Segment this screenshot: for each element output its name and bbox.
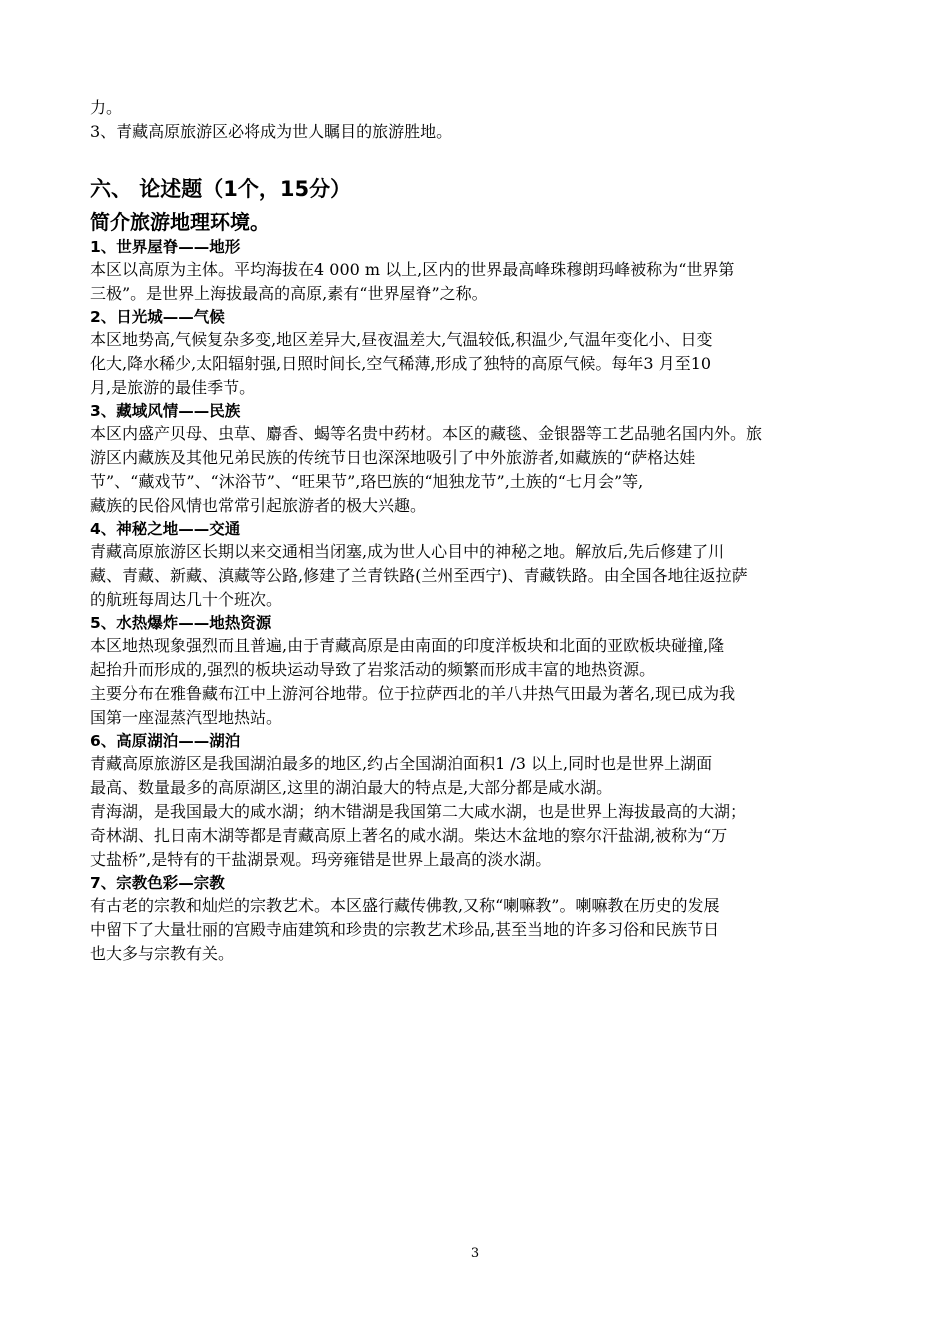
sections-container xyxy=(90,236,870,966)
section-paragraph xyxy=(90,894,870,966)
paragraph-line: 的航班每周达几十个班次。 xyxy=(90,590,283,609)
paragraph-line: 藏族的民俗风情也常常引起旅游者的极大兴趣。 xyxy=(90,496,427,515)
section-paragraph xyxy=(90,682,870,730)
paragraph-line: 本区地势高,气候复杂多变,地区差异大,昼夜温差大,气温较低,积温少,气温年变化小、日变 xyxy=(90,330,713,349)
paragraph-line: 本区地热现象强烈而且普遍,由于青藏高原是由南面的印度洋板块和北面的亚欧板块碰撞,隆 xyxy=(90,636,725,655)
paragraph-line: 节”、“藏戏节”、“沐浴节”、“旺果节”,珞巴族的“旭独龙节”,土族的“七月会”等, xyxy=(90,472,644,491)
section-title: 六、 论述题（1个，15分） xyxy=(90,177,352,201)
section-paragraph xyxy=(90,328,870,400)
paragraph-line: 也大多与宗教有关。 xyxy=(90,944,235,963)
paragraph-line: 青藏高原旅游区是我国湖泊最多的地区,约占全国湖泊面积1 /3 以上,同时也是世界上湖面 xyxy=(90,754,713,773)
intro-line-1: 力。 xyxy=(90,98,123,117)
paragraph-line: 三极”。是世界上海拔最高的高原,素有“世界屋脊”之称。 xyxy=(90,284,488,303)
section-paragraph xyxy=(90,634,870,682)
paragraph-line: 有古老的宗教和灿烂的宗教艺术。本区盛行藏传佛教,又称“喇嘛教”。喇嘛教在历史的发展 xyxy=(90,896,720,915)
intro-line-2: 3、青藏高原旅游区必将成为世人瞩目的旅游胜地。 xyxy=(90,122,453,141)
paragraph-line: 中留下了大量壮丽的宫殿寺庙建筑和珍贵的宗教艺术珍品,甚至当地的许多习俗和民族节日 xyxy=(90,920,720,939)
section-heading: 1、世界屋脊——地形 xyxy=(90,238,241,256)
section-heading: 2、日光城——气候 xyxy=(90,308,225,326)
paragraph-line: 化大,降水稀少,太阳辐射强,日照时间长,空气稀薄,形成了独特的高原气候。每年3 月至10 xyxy=(90,354,712,373)
paragraph-line: 藏、青藏、新藏、滇藏等公路,修建了兰青铁路(兰州至西宁)、青藏铁路。由全国各地往返拉萨 xyxy=(90,566,748,585)
paragraph-line: 本区内盛产贝母、虫草、麝香、蝎等名贵中药材。本区的藏毯、金银器等工艺品驰名国内外。旅 xyxy=(90,424,763,443)
section-paragraph xyxy=(90,422,870,518)
subject-title: 简介旅游地理环境。 xyxy=(90,210,270,234)
paragraph-line: 青藏高原旅游区长期以来交通相当闭塞,成为世人心目中的神秘之地。解放后,先后修建了川 xyxy=(90,542,725,561)
section-heading: 7、宗教色彩—宗教 xyxy=(90,874,225,892)
section-paragraph xyxy=(90,540,870,612)
paragraph-line: 起抬升而形成的,强烈的板块运动导致了岩浆活动的频繁而形成丰富的地热资源。 xyxy=(90,660,656,679)
section-paragraph xyxy=(90,752,870,800)
section-heading: 3、藏域风情——民族 xyxy=(90,402,241,420)
paragraph-line: 最高、数量最多的高原湖区,这里的湖泊最大的特点是,大部分都是咸水湖。 xyxy=(90,778,613,797)
document-page xyxy=(90,96,870,966)
paragraph-line: 青海湖，是我国最大的咸水湖；纳木错湖是我国第二大咸水湖，也是世界上海拔最高的大湖； xyxy=(90,802,747,821)
page-number: 3 xyxy=(470,1246,480,1261)
paragraph-line: 主要分布在雅鲁藏布江中上游河谷地带。位于拉萨西北的羊八井热气田最为著名,现已成为我 xyxy=(90,684,736,703)
paragraph-line: 月,是旅游的最佳季节。 xyxy=(90,378,256,397)
section-paragraph xyxy=(90,258,870,306)
section-paragraph xyxy=(90,800,870,872)
section-heading: 6、高原湖泊——湖泊 xyxy=(90,732,241,750)
paragraph-line: 游区内藏族及其他兄弟民族的传统节日也深深地吸引了中外旅游者,如藏族的“萨格达娃 xyxy=(90,448,696,467)
paragraph-line: 奇林湖、扎日南木湖等都是青藏高原上著名的咸水湖。柴达木盆地的察尔汗盐湖,被称为“万 xyxy=(90,826,728,845)
paragraph-line: 本区以高原为主体。平均海拔在4 000 m 以上,区内的世界最高峰珠穆朗玛峰被称为“世界第 xyxy=(90,260,735,279)
section-heading: 4、神秘之地——交通 xyxy=(90,520,241,538)
paragraph-line: 丈盐桥”,是特有的干盐湖景观。玛旁雍错是世界上最高的淡水湖。 xyxy=(90,850,552,869)
section-heading: 5、水热爆炸——地热资源 xyxy=(90,614,272,632)
paragraph-line: 国第一座湿蒸汽型地热站。 xyxy=(90,708,283,727)
